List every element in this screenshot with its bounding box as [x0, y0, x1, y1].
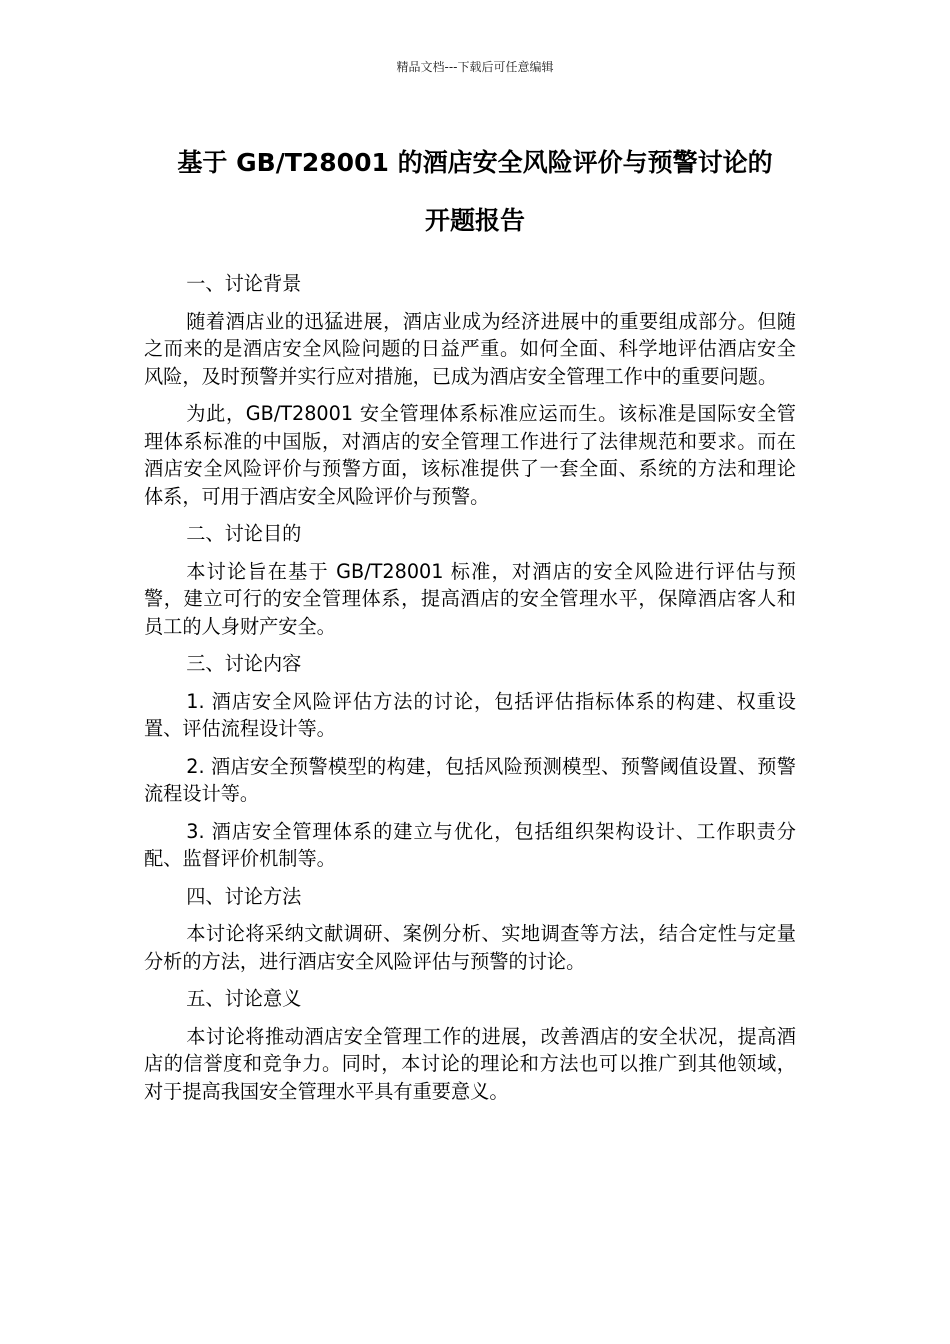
section-purpose: [144, 520, 796, 640]
section-heading: 五、讨论意义: [186, 987, 302, 1010]
paragraph: 本讨论旨在基于 GB/T28001 标准，对酒店的安全风险进行评估与预警，建立可行的安全管理体系，提高酒店的安全管理水平，保障酒店客人和员工的人身财产安全。: [144, 559, 796, 638]
document-title: [120, 134, 830, 250]
paragraph: 本讨论将推动酒店安全管理工作的进展，改善酒店的安全状况，提高酒店的信誉度和竞争力。同时，本讨论的理论和方法也可以推广到其他领域，对于提高我国安全管理水平具有重要意义。: [144, 1024, 796, 1103]
paragraph: 随着酒店业的迅猛进展，酒店业成为经济进展中的重要组成部分。但随之而来的是酒店安全风险问题的日益严重。如何全面、科学地评估酒店安全风险，及时预警并实行应对措施，已成为酒店安全管理工作中的重要问题。: [144, 309, 796, 388]
section-method: [144, 883, 796, 976]
section-heading: 三、讨论内容: [186, 652, 302, 675]
title-line-1: 基于 GB/T28001 的酒店安全风险评价与预警讨论的: [177, 148, 773, 177]
list-item: 1. 酒店安全风险评估方法的讨论，包括评估指标体系的构建、权重设置、评估流程设计等。: [144, 689, 796, 740]
title-line-2: 开题报告: [424, 206, 525, 235]
document-body: [144, 270, 796, 1115]
section-heading: 一、讨论背景: [186, 272, 302, 295]
page-header: 精品文档---下载后可任意编辑: [396, 60, 554, 74]
list-item: 2. 酒店安全预警模型的构建，包括风险预测模型、预警阈值设置、预警流程设计等。: [144, 754, 796, 805]
paragraph: 本讨论将采纳文献调研、案例分析、实地调查等方法，结合定性与定量分析的方法，进行酒店安全风险评估与预警的讨论。: [144, 922, 796, 973]
section-heading: 二、讨论目的: [186, 522, 302, 545]
list-item: 3. 酒店安全管理体系的建立与优化，包括组织架构设计、工作职责分配、监督评价机制等。: [144, 819, 796, 870]
section-background: [144, 270, 796, 510]
section-content: [144, 650, 796, 873]
section-heading: 四、讨论方法: [186, 884, 302, 908]
paragraph: 为此，GB/T28001 安全管理体系标准应运而生。该标准是国际安全管理体系标准的中国版，对酒店的安全管理工作进行了法律规范和要求。而在酒店安全风险评价与预警方面，该标准提供了一套全面、系统的方法和理论体系，可用于酒店安全风险评价与预警。: [144, 402, 796, 508]
section-significance: [144, 985, 796, 1105]
